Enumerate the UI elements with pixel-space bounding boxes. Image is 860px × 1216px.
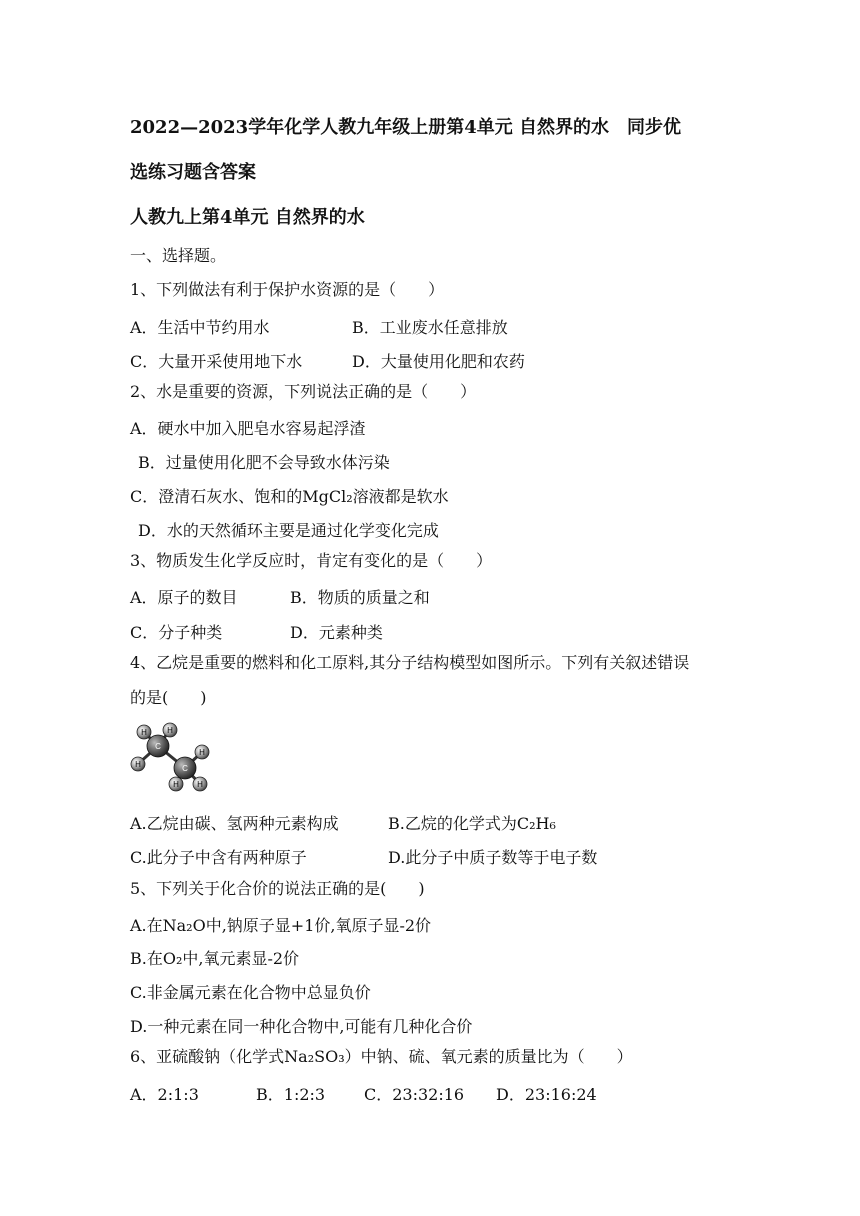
option-d: D.此分子中质子数等于电子数 <box>388 848 598 867</box>
option-c: C．23:32:16 <box>364 1085 465 1104</box>
option-d: D．大量使用化肥和农药 <box>352 352 525 371</box>
svg-text:C: C <box>182 764 188 773</box>
question-stem: 2、水是重要的资源，下列说法正确的是（ ） <box>130 382 477 401</box>
option-c: C.此分子中含有两种原子 <box>130 848 307 867</box>
option-c: C.非金属元素在化合物中总显负价 <box>130 983 371 1002</box>
document-subtitle: 人教九上第4单元 自然界的水 <box>130 207 365 228</box>
title-line-2: 选练习题含答案 <box>130 162 256 183</box>
option-c: C．分子种类 <box>130 623 223 642</box>
option-d: D．元素种类 <box>290 623 383 642</box>
option-a: A．原子的数目 <box>130 588 238 607</box>
svg-text:H: H <box>173 780 179 789</box>
option-d: D．水的天然循环主要是通过化学变化完成 <box>138 521 439 540</box>
question-stem-line-2: 的是( ) <box>130 688 207 707</box>
section-heading: 一、选择题。 <box>130 246 227 265</box>
option-b: B．物质的质量之和 <box>290 588 430 607</box>
question-stem: 6、亚硫酸钠（化学式Na₂SO₃）中钠、硫、氧元素的质量比为（ ） <box>130 1047 633 1066</box>
option-c: C．澄清石灰水、饱和的MgCl₂溶液都是软水 <box>130 487 449 506</box>
svg-text:C: C <box>155 742 161 751</box>
question-stem-line-1: 4、乙烷是重要的燃料和化工原料,其分子结构模型如图所示。下列有关叙述错误 <box>130 653 690 672</box>
option-a: A．硬水中加入肥皂水容易起浮渣 <box>130 419 366 438</box>
option-d: D．23:16:24 <box>496 1085 597 1104</box>
option-a: A．2:1:3 <box>130 1085 199 1104</box>
option-a: A.乙烷由碳、氢两种元素构成 <box>130 814 339 833</box>
option-b: B.乙烷的化学式为C₂H₆ <box>388 814 556 833</box>
ethane-molecule-model-icon <box>128 716 214 796</box>
option-b: B.在O₂中,氧元素显-2价 <box>130 949 300 968</box>
question-stem: 3、物质发生化学反应时，肯定有变化的是（ ） <box>130 551 493 570</box>
title-line-1: 2022—2023学年化学人教九年级上册第4单元 自然界的水 同步优 <box>130 117 681 138</box>
svg-text:H: H <box>199 748 205 757</box>
question-stem: 5、下列关于化合价的说法正确的是( ) <box>130 879 425 898</box>
option-a: A.在Na₂O中,钠原子显+1价,氧原子显-2价 <box>130 916 432 935</box>
option-c: C．大量开采使用地下水 <box>130 352 303 371</box>
question-stem: 1、下列做法有利于保护水资源的是（ ） <box>130 280 445 299</box>
option-b: B．1:2:3 <box>256 1085 326 1104</box>
svg-text:H: H <box>197 780 203 789</box>
svg-text:H: H <box>167 726 173 735</box>
option-a: A．生活中节约用水 <box>130 318 270 337</box>
svg-text:H: H <box>141 728 147 737</box>
svg-text:H: H <box>135 760 141 769</box>
option-b: B．工业废水任意排放 <box>352 318 508 337</box>
option-d: D.一种元素在同一种化合物中,可能有几种化合价 <box>130 1017 473 1036</box>
option-b: B．过量使用化肥不会导致水体污染 <box>138 453 390 472</box>
